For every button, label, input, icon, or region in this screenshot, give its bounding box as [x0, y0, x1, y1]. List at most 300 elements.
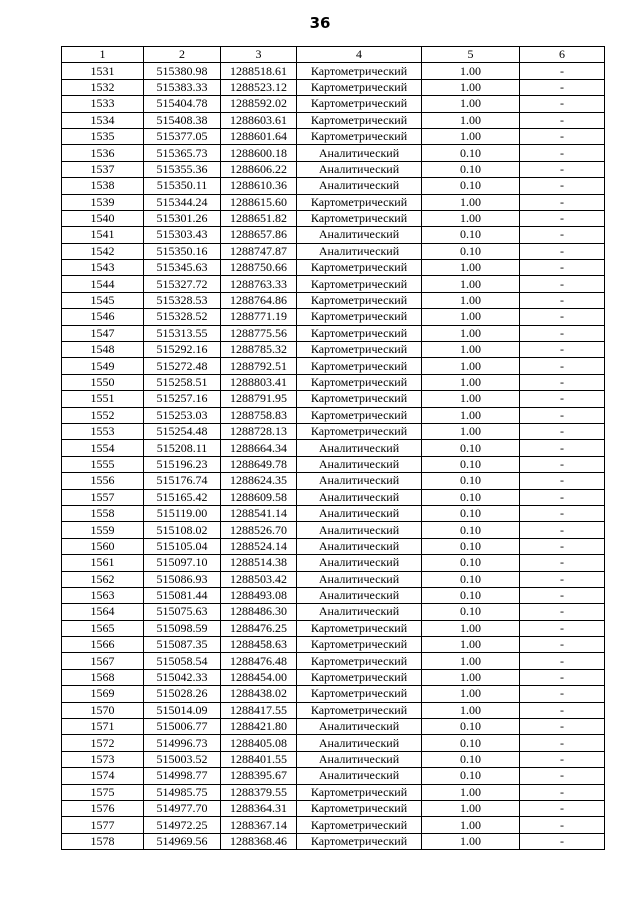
point-number-cell: 1555	[62, 456, 144, 472]
y-coordinate-cell: 1288763.33	[221, 276, 297, 292]
accuracy-cell: 0.10	[422, 522, 520, 538]
point-number-cell: 1567	[62, 653, 144, 669]
point-number-cell: 1576	[62, 800, 144, 816]
point-number-cell: 1546	[62, 309, 144, 325]
table-row	[62, 817, 605, 833]
column-header: 2	[144, 47, 221, 63]
table-row	[62, 505, 605, 521]
table-row	[62, 128, 605, 144]
method-cell: Картометрический	[297, 800, 422, 816]
accuracy-cell: 0.10	[422, 768, 520, 784]
y-coordinate-cell: 1288379.55	[221, 784, 297, 800]
method-cell: Аналитический	[297, 587, 422, 603]
accuracy-cell: 1.00	[422, 391, 520, 407]
note-cell: -	[520, 243, 605, 259]
method-cell: Картометрический	[297, 620, 422, 636]
method-cell: Картометрический	[297, 358, 422, 374]
method-cell: Аналитический	[297, 243, 422, 259]
y-coordinate-cell: 1288401.55	[221, 751, 297, 767]
note-cell: -	[520, 669, 605, 685]
accuracy-cell: 0.10	[422, 571, 520, 587]
y-coordinate-cell: 1288728.13	[221, 423, 297, 439]
y-coordinate-cell: 1288367.14	[221, 817, 297, 833]
x-coordinate-cell: 515350.16	[144, 243, 221, 259]
y-coordinate-cell: 1288421.80	[221, 719, 297, 735]
point-number-cell: 1552	[62, 407, 144, 423]
table-row	[62, 210, 605, 226]
accuracy-cell: 1.00	[422, 833, 520, 849]
x-coordinate-cell: 515292.16	[144, 342, 221, 358]
point-number-cell: 1536	[62, 145, 144, 161]
note-cell: -	[520, 374, 605, 390]
method-cell: Картометрический	[297, 686, 422, 702]
y-coordinate-cell: 1288791.95	[221, 391, 297, 407]
method-cell: Картометрический	[297, 833, 422, 849]
x-coordinate-cell: 515345.63	[144, 260, 221, 276]
x-coordinate-cell: 515042.33	[144, 669, 221, 685]
point-number-cell: 1570	[62, 702, 144, 718]
point-number-cell: 1563	[62, 587, 144, 603]
accuracy-cell: 0.10	[422, 227, 520, 243]
table-row	[62, 374, 605, 390]
x-coordinate-cell: 515258.51	[144, 374, 221, 390]
y-coordinate-cell: 1288395.67	[221, 768, 297, 784]
method-cell: Аналитический	[297, 505, 422, 521]
note-cell: -	[520, 653, 605, 669]
y-coordinate-cell: 1288458.63	[221, 637, 297, 653]
method-cell: Аналитический	[297, 473, 422, 489]
point-number-cell: 1565	[62, 620, 144, 636]
table-row	[62, 440, 605, 456]
y-coordinate-cell: 1288438.02	[221, 686, 297, 702]
note-cell: -	[520, 292, 605, 308]
column-header: 4	[297, 47, 422, 63]
method-cell: Аналитический	[297, 227, 422, 243]
point-number-cell: 1538	[62, 178, 144, 194]
y-coordinate-cell: 1288600.18	[221, 145, 297, 161]
accuracy-cell: 0.10	[422, 735, 520, 751]
y-coordinate-cell: 1288649.78	[221, 456, 297, 472]
y-coordinate-cell: 1288541.14	[221, 505, 297, 521]
table-row	[62, 538, 605, 554]
point-number-cell: 1540	[62, 210, 144, 226]
point-number-cell: 1557	[62, 489, 144, 505]
method-cell: Картометрический	[297, 63, 422, 79]
table-row	[62, 571, 605, 587]
x-coordinate-cell: 514998.77	[144, 768, 221, 784]
x-coordinate-cell: 515328.52	[144, 309, 221, 325]
table-row	[62, 669, 605, 685]
y-coordinate-cell: 1288493.08	[221, 587, 297, 603]
point-number-cell: 1547	[62, 325, 144, 341]
x-coordinate-cell: 515097.10	[144, 555, 221, 571]
method-cell: Аналитический	[297, 768, 422, 784]
note-cell: -	[520, 423, 605, 439]
x-coordinate-cell: 515086.93	[144, 571, 221, 587]
accuracy-cell: 1.00	[422, 653, 520, 669]
accuracy-cell: 1.00	[422, 686, 520, 702]
point-number-cell: 1542	[62, 243, 144, 259]
point-number-cell: 1571	[62, 719, 144, 735]
point-number-cell: 1535	[62, 128, 144, 144]
accuracy-cell: 1.00	[422, 358, 520, 374]
point-number-cell: 1559	[62, 522, 144, 538]
table-row	[62, 276, 605, 292]
note-cell: -	[520, 128, 605, 144]
accuracy-cell: 1.00	[422, 325, 520, 341]
note-cell: -	[520, 702, 605, 718]
y-coordinate-cell: 1288758.83	[221, 407, 297, 423]
x-coordinate-cell: 515014.09	[144, 702, 221, 718]
method-cell: Картометрический	[297, 653, 422, 669]
y-coordinate-cell: 1288592.02	[221, 96, 297, 112]
y-coordinate-cell: 1288657.86	[221, 227, 297, 243]
x-coordinate-cell: 515365.73	[144, 145, 221, 161]
table-row	[62, 391, 605, 407]
point-number-cell: 1531	[62, 63, 144, 79]
note-cell: -	[520, 145, 605, 161]
table-row	[62, 178, 605, 194]
table-row	[62, 145, 605, 161]
table-row	[62, 161, 605, 177]
method-cell: Картометрический	[297, 194, 422, 210]
accuracy-cell: 1.00	[422, 620, 520, 636]
y-coordinate-cell: 1288476.25	[221, 620, 297, 636]
accuracy-cell: 1.00	[422, 423, 520, 439]
note-cell: -	[520, 768, 605, 784]
x-coordinate-cell: 515003.52	[144, 751, 221, 767]
y-coordinate-cell: 1288405.08	[221, 735, 297, 751]
table-row	[62, 194, 605, 210]
x-coordinate-cell: 515108.02	[144, 522, 221, 538]
y-coordinate-cell: 1288417.55	[221, 702, 297, 718]
x-coordinate-cell: 515303.43	[144, 227, 221, 243]
x-coordinate-cell: 515355.36	[144, 161, 221, 177]
method-cell: Аналитический	[297, 735, 422, 751]
accuracy-cell: 1.00	[422, 210, 520, 226]
method-cell: Картометрический	[297, 702, 422, 718]
y-coordinate-cell: 1288518.61	[221, 63, 297, 79]
y-coordinate-cell: 1288606.22	[221, 161, 297, 177]
table-row	[62, 96, 605, 112]
note-cell: -	[520, 456, 605, 472]
table-row	[62, 260, 605, 276]
x-coordinate-cell: 515301.26	[144, 210, 221, 226]
x-coordinate-cell: 515119.00	[144, 505, 221, 521]
method-cell: Аналитический	[297, 456, 422, 472]
method-cell: Картометрический	[297, 309, 422, 325]
accuracy-cell: 1.00	[422, 374, 520, 390]
y-coordinate-cell: 1288771.19	[221, 309, 297, 325]
table-header-row	[62, 47, 605, 63]
method-cell: Аналитический	[297, 604, 422, 620]
point-number-cell: 1539	[62, 194, 144, 210]
note-cell: -	[520, 489, 605, 505]
method-cell: Аналитический	[297, 178, 422, 194]
method-cell: Картометрический	[297, 669, 422, 685]
note-cell: -	[520, 161, 605, 177]
accuracy-cell: 1.00	[422, 63, 520, 79]
point-number-cell: 1564	[62, 604, 144, 620]
note-cell: -	[520, 784, 605, 800]
table-row	[62, 309, 605, 325]
y-coordinate-cell: 1288603.61	[221, 112, 297, 128]
y-coordinate-cell: 1288610.36	[221, 178, 297, 194]
accuracy-cell: 1.00	[422, 79, 520, 95]
method-cell: Картометрический	[297, 260, 422, 276]
x-coordinate-cell: 515272.48	[144, 358, 221, 374]
note-cell: -	[520, 538, 605, 554]
point-number-cell: 1554	[62, 440, 144, 456]
x-coordinate-cell: 515344.24	[144, 194, 221, 210]
note-cell: -	[520, 407, 605, 423]
method-cell: Картометрический	[297, 637, 422, 653]
y-coordinate-cell: 1288750.66	[221, 260, 297, 276]
note-cell: -	[520, 735, 605, 751]
table-row	[62, 325, 605, 341]
method-cell: Картометрический	[297, 817, 422, 833]
table-row	[62, 833, 605, 849]
note-cell: -	[520, 473, 605, 489]
x-coordinate-cell: 514985.75	[144, 784, 221, 800]
table-row	[62, 243, 605, 259]
method-cell: Аналитический	[297, 538, 422, 554]
note-cell: -	[520, 79, 605, 95]
note-cell: -	[520, 604, 605, 620]
y-coordinate-cell: 1288615.60	[221, 194, 297, 210]
note-cell: -	[520, 522, 605, 538]
point-number-cell: 1560	[62, 538, 144, 554]
accuracy-cell: 1.00	[422, 669, 520, 685]
method-cell: Картометрический	[297, 112, 422, 128]
column-header: 3	[221, 47, 297, 63]
point-number-cell: 1556	[62, 473, 144, 489]
y-coordinate-cell: 1288523.12	[221, 79, 297, 95]
table-row	[62, 735, 605, 751]
table-row	[62, 653, 605, 669]
note-cell: -	[520, 571, 605, 587]
page-number: 36	[309, 14, 331, 32]
table-row	[62, 702, 605, 718]
point-number-cell: 1545	[62, 292, 144, 308]
table-row	[62, 423, 605, 439]
note-cell: -	[520, 178, 605, 194]
method-cell: Картометрический	[297, 423, 422, 439]
accuracy-cell: 1.00	[422, 112, 520, 128]
table-row	[62, 489, 605, 505]
table-row	[62, 587, 605, 603]
point-number-cell: 1550	[62, 374, 144, 390]
accuracy-cell: 0.10	[422, 555, 520, 571]
note-cell: -	[520, 63, 605, 79]
accuracy-cell: 0.10	[422, 489, 520, 505]
table-row	[62, 358, 605, 374]
accuracy-cell: 0.10	[422, 587, 520, 603]
accuracy-cell: 1.00	[422, 342, 520, 358]
point-number-cell: 1561	[62, 555, 144, 571]
method-cell: Картометрический	[297, 79, 422, 95]
column-header: 6	[520, 47, 605, 63]
point-number-cell: 1573	[62, 751, 144, 767]
y-coordinate-cell: 1288764.86	[221, 292, 297, 308]
accuracy-cell: 0.10	[422, 440, 520, 456]
x-coordinate-cell: 514969.56	[144, 833, 221, 849]
point-number-cell: 1549	[62, 358, 144, 374]
table-row	[62, 620, 605, 636]
accuracy-cell: 1.00	[422, 637, 520, 653]
x-coordinate-cell: 515006.77	[144, 719, 221, 735]
point-number-cell: 1575	[62, 784, 144, 800]
y-coordinate-cell: 1288609.58	[221, 489, 297, 505]
table-row	[62, 522, 605, 538]
y-coordinate-cell: 1288454.00	[221, 669, 297, 685]
point-number-cell: 1532	[62, 79, 144, 95]
method-cell: Картометрический	[297, 292, 422, 308]
method-cell: Аналитический	[297, 751, 422, 767]
accuracy-cell: 1.00	[422, 784, 520, 800]
table-row	[62, 637, 605, 653]
x-coordinate-cell: 515350.11	[144, 178, 221, 194]
table-row	[62, 456, 605, 472]
point-number-cell: 1572	[62, 735, 144, 751]
method-cell: Аналитический	[297, 719, 422, 735]
point-number-cell: 1551	[62, 391, 144, 407]
table-row	[62, 719, 605, 735]
table-row	[62, 227, 605, 243]
note-cell: -	[520, 719, 605, 735]
x-coordinate-cell: 515253.03	[144, 407, 221, 423]
x-coordinate-cell: 514977.70	[144, 800, 221, 816]
accuracy-cell: 0.10	[422, 538, 520, 554]
note-cell: -	[520, 505, 605, 521]
note-cell: -	[520, 210, 605, 226]
x-coordinate-cell: 515196.23	[144, 456, 221, 472]
x-coordinate-cell: 515058.54	[144, 653, 221, 669]
note-cell: -	[520, 817, 605, 833]
note-cell: -	[520, 587, 605, 603]
method-cell: Аналитический	[297, 489, 422, 505]
x-coordinate-cell: 515257.16	[144, 391, 221, 407]
point-number-cell: 1562	[62, 571, 144, 587]
accuracy-cell: 1.00	[422, 128, 520, 144]
table-row	[62, 555, 605, 571]
x-coordinate-cell: 515404.78	[144, 96, 221, 112]
x-coordinate-cell: 515408.38	[144, 112, 221, 128]
accuracy-cell: 0.10	[422, 719, 520, 735]
method-cell: Картометрический	[297, 325, 422, 341]
note-cell: -	[520, 637, 605, 653]
table-row	[62, 407, 605, 423]
note-cell: -	[520, 620, 605, 636]
table-row	[62, 292, 605, 308]
coordinates-table	[61, 46, 605, 850]
x-coordinate-cell: 514996.73	[144, 735, 221, 751]
accuracy-cell: 0.10	[422, 473, 520, 489]
note-cell: -	[520, 96, 605, 112]
accuracy-cell: 0.10	[422, 456, 520, 472]
accuracy-cell: 0.10	[422, 145, 520, 161]
x-coordinate-cell: 515098.59	[144, 620, 221, 636]
accuracy-cell: 0.10	[422, 243, 520, 259]
point-number-cell: 1577	[62, 817, 144, 833]
column-header: 1	[62, 47, 144, 63]
x-coordinate-cell: 515327.72	[144, 276, 221, 292]
point-number-cell: 1569	[62, 686, 144, 702]
method-cell: Картометрический	[297, 96, 422, 112]
note-cell: -	[520, 112, 605, 128]
x-coordinate-cell: 515105.04	[144, 538, 221, 554]
y-coordinate-cell: 1288514.38	[221, 555, 297, 571]
table-row	[62, 784, 605, 800]
y-coordinate-cell: 1288476.48	[221, 653, 297, 669]
accuracy-cell: 0.10	[422, 178, 520, 194]
note-cell: -	[520, 260, 605, 276]
method-cell: Картометрический	[297, 374, 422, 390]
point-number-cell: 1534	[62, 112, 144, 128]
x-coordinate-cell: 515087.35	[144, 637, 221, 653]
y-coordinate-cell: 1288368.46	[221, 833, 297, 849]
table-row	[62, 63, 605, 79]
table-row	[62, 79, 605, 95]
accuracy-cell: 0.10	[422, 751, 520, 767]
note-cell: -	[520, 686, 605, 702]
method-cell: Аналитический	[297, 522, 422, 538]
method-cell: Аналитический	[297, 571, 422, 587]
point-number-cell: 1558	[62, 505, 144, 521]
note-cell: -	[520, 309, 605, 325]
point-number-cell: 1553	[62, 423, 144, 439]
y-coordinate-cell: 1288803.41	[221, 374, 297, 390]
y-coordinate-cell: 1288792.51	[221, 358, 297, 374]
accuracy-cell: 1.00	[422, 309, 520, 325]
accuracy-cell: 1.00	[422, 276, 520, 292]
note-cell: -	[520, 391, 605, 407]
x-coordinate-cell: 515328.53	[144, 292, 221, 308]
y-coordinate-cell: 1288524.14	[221, 538, 297, 554]
accuracy-cell: 0.10	[422, 161, 520, 177]
x-coordinate-cell: 515380.98	[144, 63, 221, 79]
note-cell: -	[520, 227, 605, 243]
accuracy-cell: 1.00	[422, 194, 520, 210]
accuracy-cell: 1.00	[422, 407, 520, 423]
x-coordinate-cell: 515383.33	[144, 79, 221, 95]
point-number-cell: 1544	[62, 276, 144, 292]
x-coordinate-cell: 515254.48	[144, 423, 221, 439]
x-coordinate-cell: 515208.11	[144, 440, 221, 456]
x-coordinate-cell: 515165.42	[144, 489, 221, 505]
point-number-cell: 1574	[62, 768, 144, 784]
note-cell: -	[520, 194, 605, 210]
x-coordinate-cell: 515081.44	[144, 587, 221, 603]
point-number-cell: 1543	[62, 260, 144, 276]
table-row	[62, 112, 605, 128]
method-cell: Аналитический	[297, 145, 422, 161]
y-coordinate-cell: 1288503.42	[221, 571, 297, 587]
point-number-cell: 1566	[62, 637, 144, 653]
note-cell: -	[520, 325, 605, 341]
method-cell: Аналитический	[297, 161, 422, 177]
table-row	[62, 342, 605, 358]
note-cell: -	[520, 800, 605, 816]
point-number-cell: 1541	[62, 227, 144, 243]
method-cell: Картометрический	[297, 784, 422, 800]
accuracy-cell: 1.00	[422, 292, 520, 308]
y-coordinate-cell: 1288364.31	[221, 800, 297, 816]
x-coordinate-cell: 515028.26	[144, 686, 221, 702]
y-coordinate-cell: 1288747.87	[221, 243, 297, 259]
method-cell: Картометрический	[297, 128, 422, 144]
table-row	[62, 604, 605, 620]
